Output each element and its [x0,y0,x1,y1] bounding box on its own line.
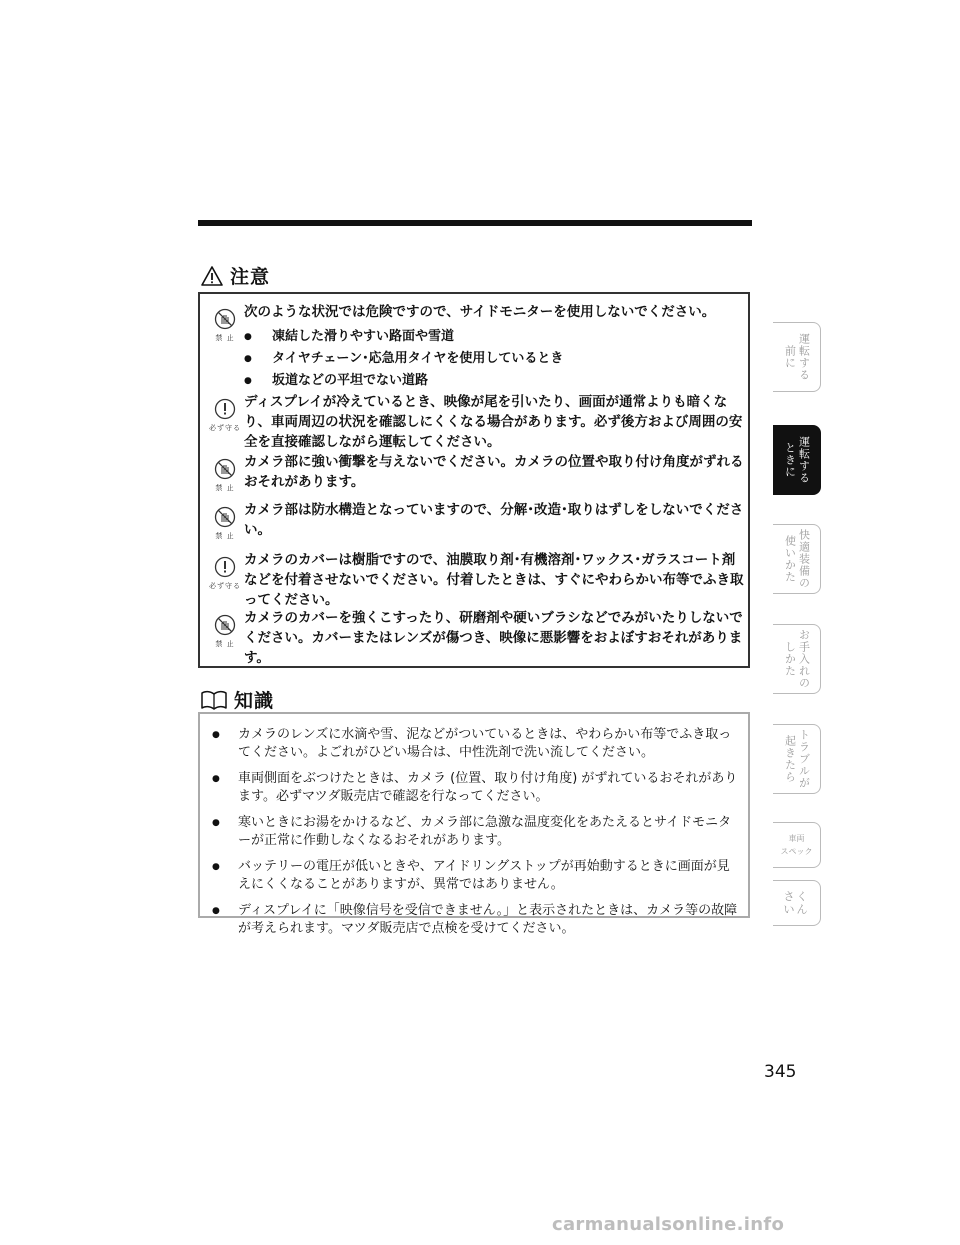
icon-label: 禁 止 [215,532,235,540]
caution-text: カメラのカバーは樹脂ですので、油膜取り剤･有機溶剤･ワックス･ガラスコート剤などを付着させないでください。付着したときは、すぐにやわらかい布等でふき取ってください。 [244,552,744,608]
knowledge-item: ● ディスプレイに「映像信号を受信できません。」と表示されたときは、カメラ等の故障が考えられます。マツダ販売店で点検を受けてください。 [212,902,738,938]
caution-text: カメラ部に強い衝撃を与えないでください。カメラの位置や取り付け角度がずれるおそれがあります。 [244,454,744,490]
caution-title: 注意 [230,266,271,288]
icon-label: 必ず守る [209,582,241,590]
header-rule [198,220,752,226]
knowledge-item: ● カメラのレンズに水滴や雪、泥などがついているときは、やわらかい布等でふき取ってください。よごれがひどい場合は、中性洗剤で洗い流してください。 [212,726,738,762]
prohibited-icon [208,458,242,493]
knowledge-box [198,712,750,936]
mandatory-icon [208,556,242,591]
watermark: carmanualsonline.info [552,1214,785,1235]
caution-item [208,302,744,392]
prohibited-icon [208,614,242,649]
page-number: 345 [764,1062,797,1082]
tab-maintenance[interactable]: お手入れの しかた [773,624,821,694]
knowledge-heading [200,686,274,713]
caution-box [198,292,750,668]
caution-heading [200,262,270,289]
caution-item [208,392,744,452]
tab-troubleshooting[interactable]: トラブルが 起きたら [773,724,821,794]
tab-while-driving[interactable]: 運転する ときに [773,425,821,495]
prohibited-icon [208,308,242,343]
caution-bullet: ● タイヤチェーン･応急用タイヤを使用しているとき [244,348,744,370]
icon-label: 禁 止 [215,640,235,648]
tab-before-driving[interactable]: 運転する 前に [773,322,821,392]
open-book-icon [200,689,228,711]
caution-item [208,452,744,492]
caution-bullet: ● 凍結した滑りやすい路面や雪道 [244,326,744,348]
caution-bullet: ● 坂道などの平坦でない道路 [244,370,744,392]
knowledge-title: 知識 [234,690,275,712]
prohibited-icon [208,506,242,541]
caution-item [208,608,744,668]
caution-text: 次のような状況では危険ですので、サイドモニターを使用しないでください。 [244,304,716,320]
tab-comfort-features[interactable]: 快適装備の 使いかた [773,524,821,594]
mandatory-icon [208,398,242,433]
caution-text: カメラ部は防水構造となっていますので、分解･改造･取りはずしをしないでください。 [244,502,744,538]
caution-item [208,550,744,610]
icon-label: 必ず守る [209,424,241,432]
knowledge-item: ● 寒いときにお湯をかけるなど、カメラ部に急激な温度変化をあたえるとサイドモニターが正常に作動しなくなるおそれがあります。 [212,814,738,850]
tab-vehicle-specs[interactable]: 車両 スペック [773,822,821,868]
warning-triangle-icon [200,265,224,287]
caution-text: ディスプレイが冷えているとき、映像が尾を引いたり、画面が通常よりも暗くなり、車両周辺の状況を確認しにくくなる場合があります。必ず後方および周囲の安全を直接確認しながら運転してください。 [244,394,743,450]
icon-label: 禁 止 [215,334,235,342]
tab-index[interactable]: さく いん [773,880,821,926]
caution-item [208,500,744,540]
knowledge-item: ● バッテリーの電圧が低いときや、アイドリングストップが再始動するときに画面が見えにくくなることがありますが、異常ではありません。 [212,858,738,894]
icon-label: 禁 止 [215,484,235,492]
caution-text: カメラのカバーを強くこすったり、研磨剤や硬いブラシなどでみがいたりしないでください。カバーまたはレンズが傷つき、映像に悪影響をおよぼすおそれがあります。 [244,610,743,666]
knowledge-item: ● 車両側面をぶつけたときは、カメラ (位置、取り付け角度) がずれているおそれがあります。必ずマツダ販売店で確認を行なってください。 [212,770,738,806]
